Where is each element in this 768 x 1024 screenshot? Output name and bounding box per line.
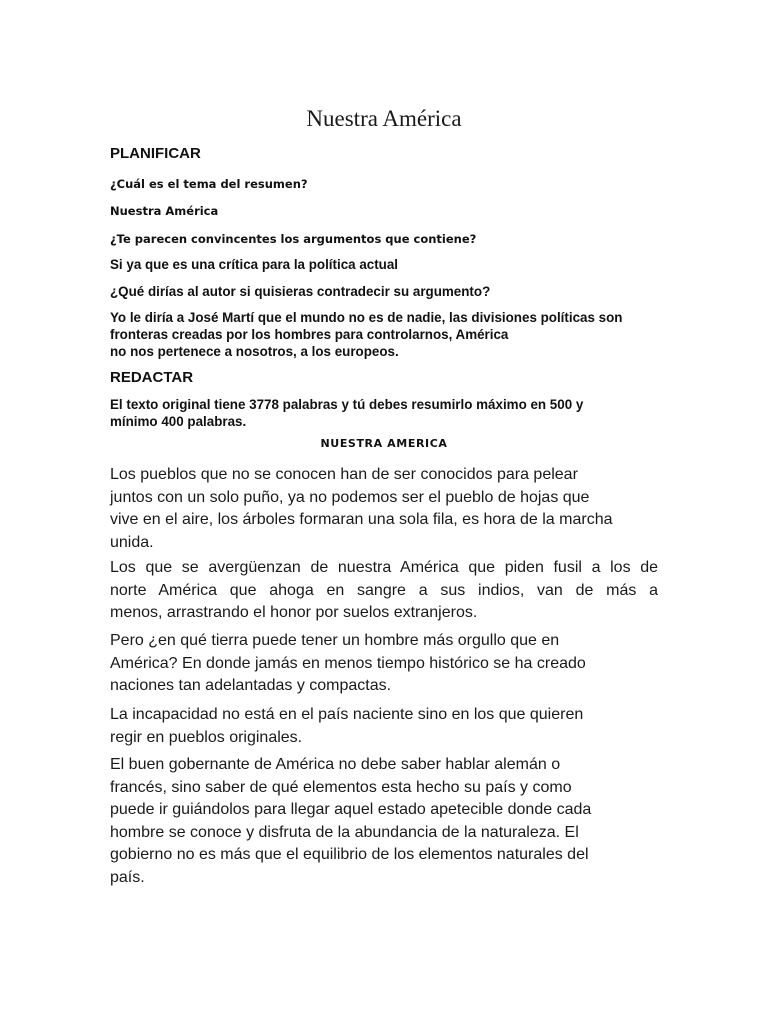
paragraph-line: naciones tan adelantadas y compactas. (110, 677, 392, 694)
paragraph-line: La incapacidad no está en el país naciente sino en los que quieren (110, 706, 584, 723)
paragraph-line: vive en el aire, los árboles formaran una sola fila, es hora de la marcha (110, 511, 613, 528)
paragraph-line: norte América que ahoga en sangre a sus indios, van de más a (110, 581, 658, 599)
paragraph-line: unida. (110, 533, 154, 551)
answer-topic: Nuestra América (110, 204, 219, 218)
document-title: Nuestra América (306, 106, 462, 131)
paragraph-line: menos, arrastrando el honor por suelos extranjeros. (110, 604, 478, 621)
paragraph-line: El buen gobernante de América no debe saber hablar alemán o (110, 756, 561, 773)
redactar-instruction (110, 396, 670, 430)
summary-paragraph-2 (110, 557, 658, 625)
answer-arguments (110, 256, 670, 273)
summary-paragraph-5 (110, 754, 658, 889)
question-topic: ¿Cuál es el tema del resumen? (110, 177, 308, 191)
paragraph-line: francés, sino saber de qué elementos esta hecho su país y como (110, 778, 572, 796)
paragraph-line: hombre se conoce y disfruta de la abundancia de la naturaleza. El (110, 823, 579, 841)
summary-paragraph-3 (110, 630, 658, 698)
answer-contradict-line: Yo le diría a José Martí que el mundo no es de nadie, las divisiones políticas son (110, 310, 623, 325)
paragraph-line: puede ir guiándolos para llegar aquel estado apetecible donde cada (110, 801, 592, 818)
summary-paragraph-4 (110, 704, 658, 749)
paragraph-line: Pero ¿en qué tierra puede tener un hombre más orgullo que en (110, 632, 560, 649)
summary-title: NUESTRA AMERICA (320, 437, 448, 450)
summary-paragraph-1 (110, 464, 658, 554)
answer-contradict-line: fronteras creadas por los hombres para controlarnos, América (110, 327, 509, 342)
paragraph-line: regir en pueblos originales. (110, 728, 303, 746)
redactar-instruction-line: El texto original tiene 3778 palabras y tú debes resumirlo máximo en 500 y (110, 397, 584, 412)
answer-contradict-line: no nos pertenece a nosotros, a los europeos. (110, 344, 399, 359)
paragraph-line: Los pueblos que no se conocen han de ser conocidos para pelear (110, 466, 578, 483)
paragraph-line: país. (110, 868, 145, 886)
answer-contradict (110, 309, 670, 360)
paragraph-line: América? En donde jamás en menos tiempo histórico se ha creado (110, 654, 586, 672)
redactar-instruction-line: mínimo 400 palabras. (110, 414, 247, 429)
paragraph-line: juntos con un solo puño, ya no podemos ser el pueblo de hojas que (110, 488, 590, 506)
paragraph-line: Los que se avergüenzan de nuestra América que piden fusil a los de (110, 559, 658, 576)
redactar-heading: REDACTAR (110, 369, 194, 386)
planificar-heading: PLANIFICAR (110, 145, 201, 162)
question-contradict-text: ¿Qué dirías al autor si quisieras contradecir su argumento? (110, 284, 491, 299)
answer-arguments-text: Si ya que es una crítica para la política actual (110, 257, 399, 272)
paragraph-line: gobierno no es más que el equilibrio de los elementos naturales del (110, 846, 589, 863)
question-contradict (110, 283, 670, 300)
question-arguments: ¿Te parecen convincentes los argumentos que contiene? (110, 232, 477, 246)
